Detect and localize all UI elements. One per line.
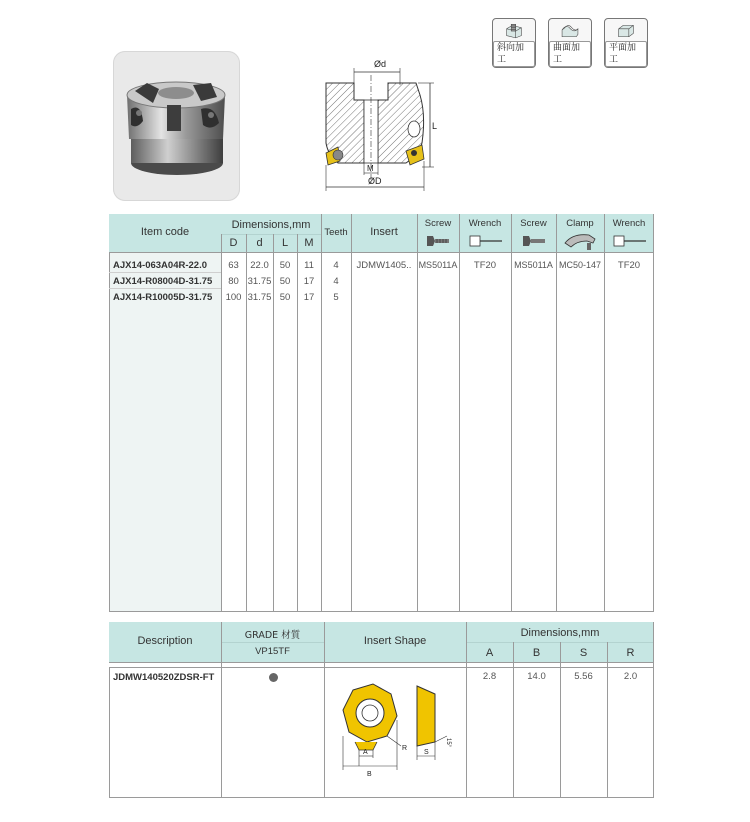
item-code: AJX14-063A04R-22.0	[113, 260, 208, 271]
header-wrench-1: Wrench	[468, 218, 502, 229]
header-B: B	[532, 647, 541, 659]
insert-table	[109, 622, 654, 798]
value-L: 50	[279, 276, 291, 287]
header-screw-1: Screw	[424, 218, 452, 229]
value-L: 50	[279, 292, 291, 303]
header-M: M	[304, 237, 314, 249]
screw-icon	[521, 234, 547, 248]
header-teeth: Teeth	[324, 227, 348, 238]
header-dimensions: Dimensions,mm	[520, 627, 600, 639]
header-S: S	[579, 647, 588, 659]
wrench-2-value: TF20	[617, 260, 641, 271]
ramping-icon	[497, 22, 531, 39]
value-M: 11	[304, 260, 314, 271]
shape-label-angle: 15°	[445, 738, 451, 748]
value-d: 31.75	[247, 292, 272, 303]
value-S: 5.56	[574, 671, 593, 682]
header-insert: Insert	[370, 226, 398, 238]
value-A: 2.8	[482, 671, 497, 682]
header-wrench-2: Wrench	[612, 218, 646, 229]
mode-ramping	[492, 18, 536, 68]
cross-section-drawing	[318, 55, 453, 197]
header-clamp: Clamp	[566, 218, 594, 229]
mode-label: 斜向加工	[493, 41, 535, 67]
header-grade: GRADE 材質	[244, 630, 301, 641]
header-dimensions: Dimensions,mm	[231, 219, 311, 231]
header-A: A	[485, 647, 494, 659]
header-description: Description	[137, 635, 193, 647]
value-M: 17	[303, 276, 315, 287]
value-d: 22.0	[250, 260, 269, 271]
value-teeth: 4	[333, 276, 339, 287]
header-R: R	[626, 647, 635, 659]
shape-label-R: R	[402, 745, 408, 752]
wrench-icon	[469, 234, 503, 248]
screw-2-value: MS5011A	[514, 260, 553, 270]
header-screw-2: Screw	[520, 218, 547, 229]
mode-label: 曲面加工	[549, 41, 591, 67]
header-item-code: Item code	[140, 226, 190, 238]
value-teeth: 4	[333, 260, 339, 271]
value-R: 2.0	[623, 671, 638, 682]
insert-shape-drawing	[329, 680, 459, 790]
screw-1-value: MS5011A	[418, 260, 458, 270]
wrench-1-value: TF20	[473, 260, 497, 271]
item-code: AJX14-R08004D-31.75	[113, 276, 213, 287]
mode-label: 平面加工	[605, 41, 647, 67]
wrench-icon	[613, 234, 647, 248]
clamp-icon	[563, 231, 599, 251]
value-teeth: 5	[333, 292, 339, 303]
shape-label-A: A	[363, 749, 368, 756]
header-grade-name: VP15TF	[255, 646, 290, 657]
value-B: 14.0	[527, 671, 546, 682]
mode-surface	[548, 18, 592, 68]
grade-available-dot	[269, 673, 278, 682]
dimension-L-label: L	[432, 121, 438, 131]
value-D: 63	[228, 260, 239, 271]
screw-icon	[425, 234, 451, 248]
shape-label-B: B	[367, 771, 372, 778]
mode-face	[604, 18, 648, 68]
item-code: AJX14-R10005D-31.75	[113, 292, 213, 303]
dimension-M-label: M	[367, 164, 374, 173]
item-code-column-bg	[109, 252, 221, 612]
face-mill-image	[113, 51, 240, 201]
product-photo	[113, 51, 240, 201]
machining-modes	[492, 18, 648, 68]
surface-machining-icon	[553, 22, 587, 39]
dimension-d-label: Ød	[374, 59, 387, 69]
insert-description: JDMW140520ZDSR-FT	[113, 672, 215, 683]
value-M: 17	[303, 292, 315, 303]
header-D: D	[229, 237, 238, 249]
header-L: L	[281, 237, 289, 249]
shape-label-S: S	[424, 749, 429, 756]
header-insert-shape: Insert Shape	[363, 635, 427, 647]
value-D: 80	[228, 276, 239, 287]
value-d: 31.75	[247, 276, 272, 287]
face-milling-icon	[609, 22, 643, 39]
insert-value: JDMW1405..	[356, 260, 412, 271]
tool-body-table	[109, 214, 654, 612]
value-D: 100	[225, 292, 242, 303]
dimension-D-label: ØD	[368, 176, 382, 186]
value-L: 50	[279, 260, 291, 271]
clamp-value: MC50-147	[558, 260, 602, 270]
header-d: d	[256, 237, 263, 249]
